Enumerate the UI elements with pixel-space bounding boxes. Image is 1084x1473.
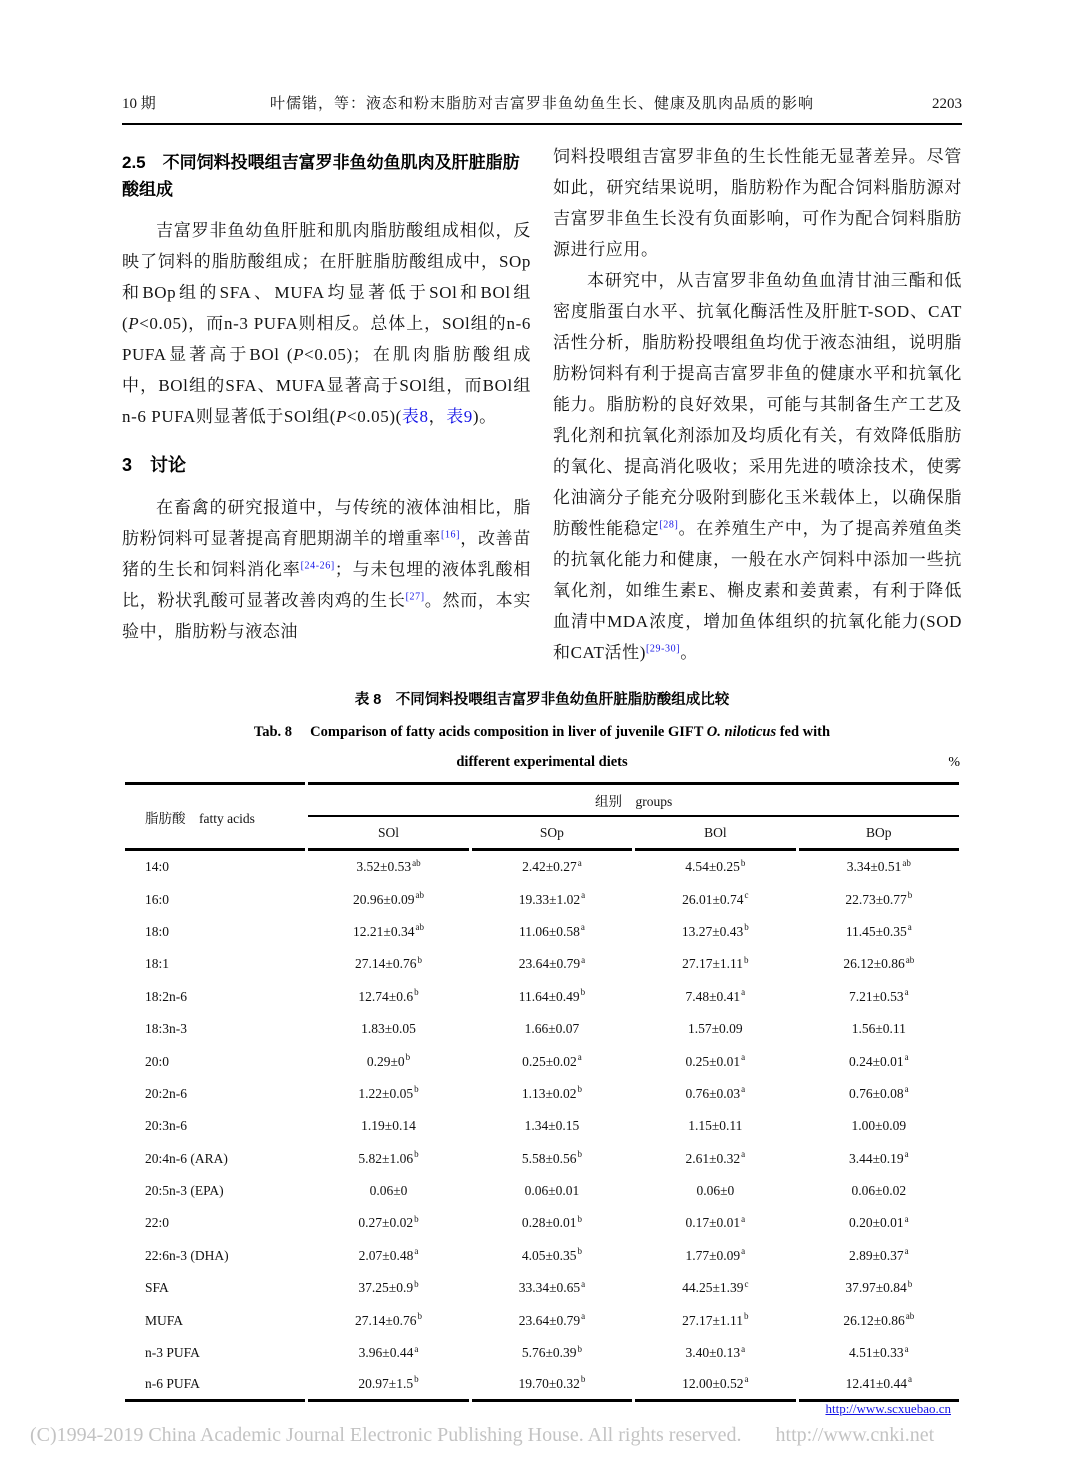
value-cell	[308, 1175, 468, 1207]
paragraph	[553, 265, 962, 668]
fatty-acid-label: 14:0	[145, 859, 170, 875]
significance-superscript: b	[577, 1343, 582, 1354]
journal-url-link[interactable]: http://www.scxuebao.cn	[825, 1401, 951, 1416]
value-text: 27.14±0.76	[355, 956, 417, 972]
significance-superscript: ab	[415, 890, 424, 901]
value-cell	[799, 1013, 959, 1045]
table-row	[125, 1175, 959, 1207]
significance-superscript: b	[417, 954, 422, 965]
text-segment: P	[293, 345, 305, 364]
value-text: 1.34±0.15	[524, 1118, 580, 1134]
value-cell	[635, 1337, 795, 1369]
value-text: 12.00±0.52	[682, 1375, 744, 1391]
significance-superscript: a	[741, 1246, 746, 1257]
significance-superscript: a	[904, 1052, 909, 1063]
significance-superscript: b	[744, 954, 749, 965]
value-cell	[472, 1304, 632, 1336]
text-segment: 。在养殖生产中，为了提高养殖鱼类的抗氧化能力和健康，一般在水产饲料中添加一些抗氧化剂，如维生素E、槲皮素和姜黄素，有利于降低血清中MDA浓度，增加鱼体组织的抗氧化能力(SOD和CAT活性)	[553, 519, 962, 662]
table-row	[125, 883, 959, 915]
value-text: 33.34±0.65	[518, 1280, 581, 1296]
value-text: 7.21±0.53	[848, 988, 904, 1004]
text-segment: 。然而，本实验中，脂肪粉与液态油	[122, 591, 531, 641]
paragraph	[122, 215, 531, 432]
significance-superscript: a	[581, 1311, 586, 1322]
table-header-row-1	[125, 782, 959, 817]
cnki-url: http://www.cnki.net	[775, 1424, 935, 1446]
value-text: 5.58±0.56	[521, 1150, 577, 1166]
significance-superscript: b	[577, 1246, 582, 1257]
table-row	[125, 1207, 959, 1239]
group-column-header: BOl	[635, 817, 795, 851]
value-text: 23.64±0.79	[518, 1312, 581, 1328]
text-segment: P	[336, 407, 348, 426]
significance-superscript: a	[577, 857, 582, 868]
value-text: 0.06±0	[696, 1183, 735, 1199]
right-column	[553, 141, 962, 668]
significance-superscript: b	[577, 1084, 582, 1095]
significance-superscript: a	[904, 1343, 909, 1354]
text-segment: ；与未包埋的液体乳酸相比，粉状乳酸可显著改善肉鸡的生长	[122, 560, 531, 610]
value-cell	[799, 1175, 959, 1207]
fatty-acid-label: 22:6n-3 (DHA)	[145, 1247, 229, 1263]
significance-superscript: a	[414, 1343, 419, 1354]
significance-superscript: a	[904, 1246, 909, 1257]
significance-superscript: a	[904, 1149, 909, 1160]
value-text: 1.83±0.05	[361, 1021, 416, 1037]
value-text: 7.48±0.41	[685, 988, 741, 1004]
table-row	[125, 1045, 959, 1077]
group-column-header: BOp	[799, 817, 959, 851]
value-cell	[472, 1013, 632, 1045]
value-text: 1.66±0.07	[524, 1021, 580, 1037]
value-text: 1.15±0.11	[688, 1118, 743, 1134]
value-text: 0.17±0.01	[685, 1215, 741, 1231]
fatty-acid-label: 20:3n-6	[145, 1118, 187, 1134]
copyright-text: (C)1994-2019 China Academic Journal Electronic Publishing House. All rights reserved.	[30, 1424, 742, 1446]
value-text: 0.76±0.03	[685, 1085, 741, 1101]
table-row	[125, 981, 959, 1013]
value-cell	[635, 916, 795, 948]
text-segment: ，	[428, 407, 447, 426]
table-ref-link[interactable]: 表8	[401, 407, 429, 426]
text-segment: ，改善苗猪的生长和饲料消化率	[122, 529, 531, 579]
value-text: 0.25±0.02	[522, 1053, 577, 1069]
significance-superscript: b	[744, 922, 749, 933]
value-cell	[472, 1143, 632, 1175]
value-text: 0.29±0	[366, 1053, 405, 1069]
value-text: 12.74±0.6	[358, 988, 414, 1004]
table-row	[125, 1078, 959, 1110]
value-text: 4.05±0.35	[521, 1247, 577, 1263]
value-cell	[635, 1175, 795, 1207]
value-cell	[799, 916, 959, 948]
significance-superscript: b	[414, 1278, 419, 1289]
value-text: 19.70±0.32	[518, 1375, 580, 1391]
value-cell	[799, 1240, 959, 1272]
fatty-acid-label: 18:3n-3	[145, 1021, 187, 1037]
value-cell	[472, 1175, 632, 1207]
value-cell	[472, 1337, 632, 1369]
text-segment: <0.05)；在肌肉脂肪酸组成中，BOl组的SFA、MUFA显著高于SOl组，而BOl组n-6 PUFA则显著低于SOl组(	[122, 345, 531, 426]
value-cell	[308, 1272, 468, 1304]
table-row	[125, 1272, 959, 1304]
copyright-watermark	[30, 1424, 934, 1447]
significance-superscript: a	[741, 1213, 746, 1224]
value-cell	[308, 1337, 468, 1369]
table-ref-link[interactable]: 表9	[446, 407, 473, 426]
text-segment: )。	[472, 407, 497, 426]
significance-superscript: a	[414, 1246, 419, 1257]
text-segment: O. niloticus	[706, 724, 777, 740]
significance-superscript: a	[741, 987, 746, 998]
value-text: 4.54±0.25	[685, 859, 740, 875]
issue-number: 10 期	[122, 96, 156, 112]
significance-superscript: b	[740, 857, 746, 868]
section-2-5-heading: 2.5 不同饲料投喂组吉富罗非鱼幼鱼肌肉及肝脏脂肪酸组成	[122, 153, 520, 199]
fatty-acid-label: 18:2n-6	[145, 988, 187, 1004]
column-header-fatty-acids: 脂肪酸 fatty acids	[125, 782, 305, 851]
table-unit-percent: %	[948, 755, 960, 770]
fatty-acid-label: 16:0	[145, 891, 170, 907]
value-cell	[635, 1143, 795, 1175]
value-text: 22.73±0.77	[845, 891, 907, 907]
value-cell	[635, 851, 795, 883]
fatty-acid-label: n-6 PUFA	[125, 1369, 305, 1401]
value-text: 13.27±0.43	[681, 923, 744, 939]
value-text: 11.64±0.49	[518, 988, 580, 1004]
significance-superscript: a	[577, 1052, 582, 1063]
text-segment: <0.05)(	[347, 407, 402, 426]
significance-superscript: ab	[905, 1311, 915, 1322]
citation-ref[interactable]: [16]	[441, 529, 461, 541]
value-text: 26.12±0.86	[843, 1312, 905, 1328]
value-text: 3.96±0.44	[358, 1345, 414, 1361]
value-cell	[799, 851, 959, 883]
significance-superscript: b	[414, 1213, 419, 1224]
value-cell	[799, 1045, 959, 1077]
value-cell	[635, 1240, 795, 1272]
value-cell	[799, 1304, 959, 1336]
citation-ref[interactable]: [28]	[659, 519, 679, 531]
value-cell	[308, 1045, 468, 1077]
table-title-english-line2	[122, 754, 962, 771]
fatty-acid-label: 20:5n-3 (EPA)	[145, 1183, 224, 1199]
text-segment: 吉富罗非鱼幼鱼肝脏和肌肉脂肪酸组成相似，反映了饲料的脂肪酸组成；在肝脏脂肪酸组成中，SOp和BOp组的SFA、MUFA均显著低于SOl和BOl组(	[122, 221, 531, 333]
value-text: 1.22±0.05	[358, 1085, 414, 1101]
value-text: 0.28±0.01	[521, 1215, 577, 1231]
significance-superscript: c	[744, 890, 749, 901]
table-row	[125, 1110, 959, 1142]
fatty-acid-label: 20:0	[145, 1053, 170, 1069]
value-text: 3.52±0.53	[356, 859, 412, 875]
value-text: 12.21±0.34	[353, 923, 415, 939]
table-body	[125, 851, 959, 1402]
significance-superscript: a	[741, 1343, 746, 1354]
value-text: 1.00±0.09	[851, 1118, 907, 1134]
table-row	[125, 1143, 959, 1175]
fatty-acid-label: MUFA	[145, 1312, 184, 1328]
value-text: 44.25±1.39	[682, 1280, 744, 1296]
significance-superscript: b	[405, 1052, 411, 1063]
value-cell	[799, 1143, 959, 1175]
value-cell	[472, 1272, 632, 1304]
value-cell	[799, 1110, 959, 1142]
table-row	[125, 1369, 959, 1401]
value-cell	[308, 1110, 468, 1142]
value-cell	[472, 1078, 632, 1110]
value-cell	[472, 1207, 632, 1239]
value-text: 0.06±0	[369, 1183, 408, 1199]
value-cell	[799, 981, 959, 1013]
value-text: 1.77±0.09	[685, 1247, 741, 1263]
page-content	[122, 0, 962, 1402]
fatty-acid-label: 20:2n-6	[145, 1085, 187, 1101]
significance-superscript: a	[904, 987, 909, 998]
value-text: 1.19±0.14	[361, 1118, 416, 1134]
value-cell	[799, 1272, 959, 1304]
value-text: 3.34±0.51	[846, 859, 902, 875]
text-segment: P	[128, 314, 140, 333]
value-text: 0.20±0.01	[848, 1215, 904, 1231]
text-segment: 本研究中，从吉富罗非鱼幼鱼血清甘油三酯和低密度脂蛋白水平、抗氧化酶活性及肝脏T-SOD、CAT活性分析，脂肪粉投喂组鱼均优于液态油组，说明脂肪粉饲料有利于提高吉富罗非鱼的健康水平和抗氧化能力。脂肪粉的良好效果，可能与其制备生产工艺及乳化剂和抗氧化剂添加及均质化有关，有效降低脂肪的氧化、提高消化吸收；采用先进的喷涂技术，使雾化油滴分子能充分吸附到膨化玉米载体上，以确保脂肪酸性能稳定	[553, 271, 962, 538]
paragraph	[122, 492, 531, 647]
group-column-header: SOp	[472, 817, 632, 851]
table-row	[125, 948, 959, 980]
value-cell	[308, 916, 468, 948]
citation-ref[interactable]: [24-26]	[300, 560, 335, 572]
value-cell	[799, 883, 959, 915]
text-segment: 饲料投喂组吉富罗非鱼的生长性能无显著差异。尽管如此，研究结果说明，脂肪粉作为配合饲料脂肪源对吉富罗非鱼生长没有负面影响，可作为配合饲料脂肪源进行应用。	[553, 147, 962, 259]
value-text: 2.61±0.32	[685, 1150, 741, 1166]
table-row	[125, 851, 959, 883]
significance-superscript: b	[577, 1149, 582, 1160]
table-8-block	[122, 688, 962, 1402]
text-segment: fed with	[776, 724, 831, 740]
significance-superscript: b	[907, 1278, 913, 1289]
page-header	[122, 92, 962, 125]
left-column	[122, 141, 531, 668]
value-cell	[308, 1369, 468, 1401]
citation-ref[interactable]: [29-30]	[645, 643, 681, 655]
significance-superscript: a	[907, 1374, 912, 1385]
value-cell	[472, 981, 632, 1013]
value-cell	[472, 1110, 632, 1142]
significance-superscript: c	[744, 1278, 749, 1289]
table-title-chinese: 表 8 不同饲料投喂组吉富罗非鱼幼鱼肝脏脂肪酸组成比较	[354, 692, 730, 708]
significance-superscript: b	[414, 1084, 419, 1095]
value-text: 0.76±0.08	[848, 1085, 904, 1101]
section-3-heading: 3 讨论	[122, 455, 187, 475]
value-cell	[635, 1045, 795, 1077]
two-column-text	[122, 141, 962, 668]
significance-superscript: a	[741, 1149, 746, 1160]
significance-superscript: b	[417, 1311, 422, 1322]
column-header-groups: 组别 groups	[308, 782, 959, 817]
fatty-acid-label: 20:4n-6 (ARA)	[145, 1150, 228, 1166]
value-text: 1.57±0.09	[688, 1021, 743, 1037]
significance-superscript: a	[907, 922, 912, 933]
value-cell	[635, 1207, 795, 1239]
value-cell	[635, 1013, 795, 1045]
value-cell	[635, 1272, 795, 1304]
value-cell	[799, 1369, 959, 1401]
value-cell	[635, 981, 795, 1013]
significance-superscript: b	[580, 1374, 586, 1385]
table-title-english-line2-text: different experimental diets	[456, 754, 628, 770]
significance-superscript: a	[581, 890, 586, 901]
significance-superscript: b	[414, 1149, 419, 1160]
value-cell	[799, 1337, 959, 1369]
table-row	[125, 1337, 959, 1369]
value-cell	[308, 1240, 468, 1272]
value-cell	[635, 948, 795, 980]
value-cell	[635, 1078, 795, 1110]
value-cell	[635, 1110, 795, 1142]
fatty-acid-label: 22:0	[145, 1215, 170, 1231]
value-cell	[308, 1078, 468, 1110]
value-text: 26.12±0.86	[843, 956, 905, 972]
value-text: 2.89±0.37	[848, 1247, 904, 1263]
significance-superscript: ab	[415, 922, 424, 933]
significance-superscript: b	[414, 987, 419, 998]
value-text: 3.44±0.19	[848, 1150, 904, 1166]
value-text: 20.96±0.09	[353, 891, 415, 907]
fatty-acid-label: 18:1	[145, 956, 170, 972]
fatty-acid-label: 18:0	[145, 923, 170, 939]
value-text: 4.51±0.33	[848, 1345, 904, 1361]
significance-superscript: b	[744, 1311, 749, 1322]
value-text: 1.56±0.11	[851, 1021, 906, 1037]
value-text: 0.06±0.01	[524, 1183, 580, 1199]
table-title-english	[122, 720, 962, 741]
paragraph	[553, 141, 962, 265]
significance-superscript: b	[577, 1213, 582, 1224]
value-text: 11.06±0.58	[518, 923, 580, 939]
value-cell	[472, 883, 632, 915]
value-text: 27.17±1.11	[682, 956, 744, 972]
value-cell	[308, 851, 468, 883]
table-row	[125, 1240, 959, 1272]
value-text: 5.76±0.39	[521, 1345, 577, 1361]
value-cell	[472, 916, 632, 948]
significance-superscript: ab	[412, 857, 421, 868]
table-row	[125, 1304, 959, 1336]
value-text: 5.82±1.06	[358, 1150, 414, 1166]
value-text: 23.64±0.79	[518, 956, 581, 972]
value-text: 0.06±0.02	[851, 1183, 907, 1199]
value-text: 27.14±0.76	[355, 1312, 417, 1328]
significance-superscript: a	[904, 1213, 909, 1224]
value-text: 2.07±0.48	[358, 1247, 414, 1263]
value-text: 2.42±0.27	[522, 859, 577, 875]
value-cell	[635, 1369, 795, 1401]
value-text: 3.40±0.13	[685, 1345, 741, 1361]
text-segment: 。	[680, 643, 698, 662]
significance-superscript: b	[907, 890, 913, 901]
value-text: 1.13±0.02	[521, 1085, 577, 1101]
significance-superscript: a	[741, 1084, 746, 1095]
value-cell	[308, 1143, 468, 1175]
significance-superscript: a	[581, 1278, 586, 1289]
significance-superscript: b	[414, 1374, 419, 1385]
value-cell	[799, 1207, 959, 1239]
fatty-acid-label: SFA	[145, 1280, 169, 1296]
value-text: 19.33±1.02	[518, 891, 581, 907]
value-cell	[308, 981, 468, 1013]
value-cell	[799, 1078, 959, 1110]
fatty-acid-label: n-3 PUFA	[145, 1345, 200, 1361]
value-text: 20.97±1.5	[358, 1375, 414, 1391]
significance-superscript: a	[741, 1052, 746, 1063]
value-cell	[472, 948, 632, 980]
value-text: 26.01±0.74	[682, 891, 744, 907]
citation-ref[interactable]: [27]	[405, 591, 425, 603]
significance-superscript: a	[744, 1374, 749, 1385]
value-text: 27.17±1.11	[682, 1312, 744, 1328]
text-segment: 在畜禽的研究报道中，与传统的液体油相比，脂肪粉饲料可显著提高育肥期湖羊的增重率	[122, 498, 531, 548]
value-cell	[308, 1304, 468, 1336]
value-text: 37.25±0.9	[358, 1280, 414, 1296]
significance-superscript: a	[581, 954, 586, 965]
running-title: 叶儒锴，等：液态和粉末脂肪对吉富罗非鱼幼鱼生长、健康及肌肉品质的影响	[269, 96, 814, 112]
value-cell	[308, 883, 468, 915]
table-row	[125, 1013, 959, 1045]
value-cell	[799, 948, 959, 980]
fatty-acid-table	[122, 782, 962, 1402]
value-text: 0.27±0.02	[358, 1215, 414, 1231]
significance-superscript: a	[580, 922, 585, 933]
value-cell	[635, 883, 795, 915]
value-cell	[472, 1240, 632, 1272]
significance-superscript: b	[580, 987, 586, 998]
table-row	[125, 916, 959, 948]
significance-superscript: a	[904, 1084, 909, 1095]
value-cell	[472, 1045, 632, 1077]
text-segment: <0.05)，而n-3 PUFA则相反。总体上，SOl组的n-6 PUFA显著高于BOl (	[122, 314, 531, 364]
value-text: 11.45±0.35	[845, 923, 907, 939]
text-segment: Tab. 8 Comparison of fatty acids composition in liver of juvenile GIFT	[253, 724, 707, 740]
value-cell	[308, 948, 468, 980]
value-text: 0.24±0.01	[848, 1053, 904, 1069]
value-text: 0.25±0.01	[685, 1053, 741, 1069]
significance-superscript: ab	[902, 857, 911, 868]
value-text: 12.41±0.44	[845, 1375, 907, 1391]
group-column-header: SOl	[308, 817, 468, 851]
value-text: 37.97±0.84	[845, 1280, 907, 1296]
page-number: 2203	[932, 96, 962, 112]
value-cell	[472, 851, 632, 883]
value-cell	[308, 1207, 468, 1239]
value-cell	[472, 1369, 632, 1401]
value-cell	[308, 1013, 468, 1045]
value-cell	[635, 1304, 795, 1336]
significance-superscript: ab	[905, 954, 915, 965]
